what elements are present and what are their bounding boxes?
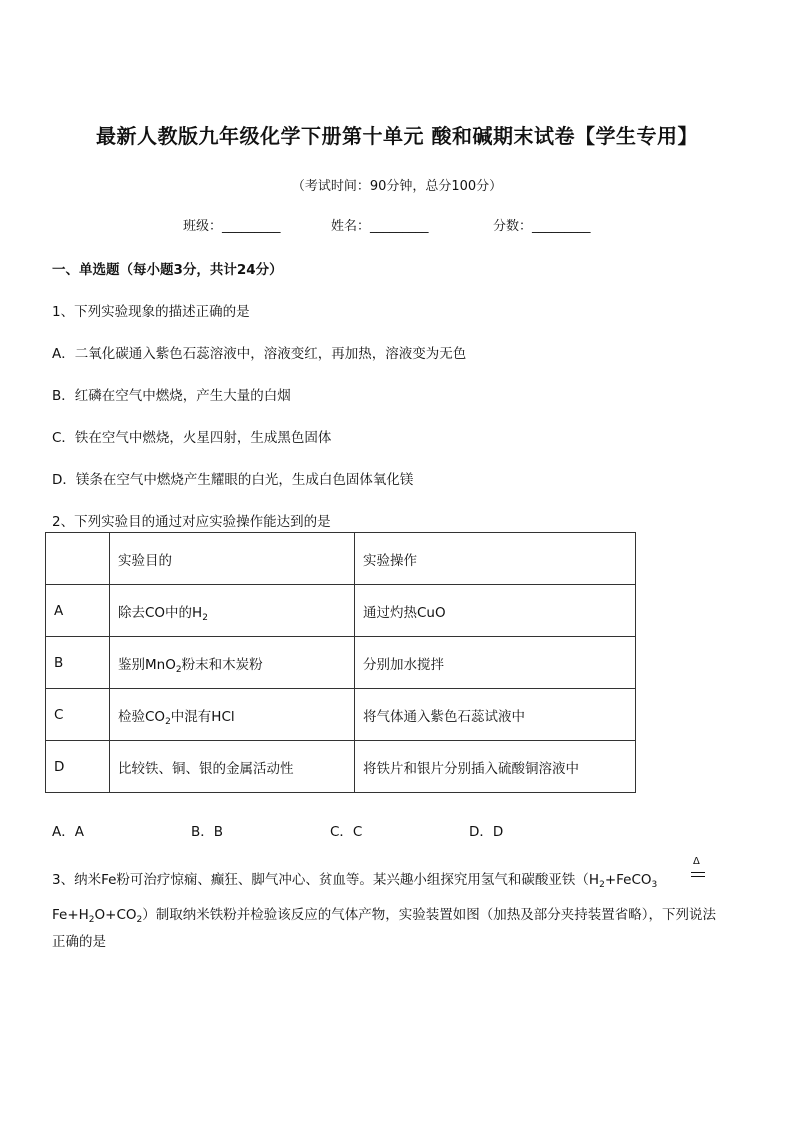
- table-row: [46, 689, 636, 741]
- name-field: 姓名：_________: [331, 219, 429, 234]
- table-row: [46, 741, 636, 793]
- question-1-option-c: C．铁在空气中燃烧，火星四射，生成黑色固体: [52, 430, 332, 446]
- question-2-stem: 2、下列实验目的通过对应实验操作能达到的是: [52, 514, 331, 530]
- class-field: 班级：_________: [183, 219, 281, 234]
- table-header-row: [46, 533, 636, 585]
- row-label: B: [46, 637, 110, 689]
- table-header-cell: 实验操作: [355, 533, 636, 585]
- row-purpose: 除去CO中的$H_2$: [110, 585, 355, 637]
- question-3-stem-line-3: 正确的是: [52, 934, 106, 950]
- question-3-stem-line-1: 3、纳米Fe粉可治疗惊痫、癫狂、脚气冲心、贫血等。某兴趣小组探究用氢气和碳酸亚铁（$H_2+FeCO_3$: [52, 872, 658, 890]
- row-label: D: [46, 741, 110, 793]
- row-operation: 将铁片和银片分别插入硫酸铜溶液中: [355, 741, 636, 793]
- equation-bar-top: [691, 872, 705, 873]
- question-1-option-d: D．镁条在空气中燃烧产生耀眼的白光，生成白色固体氧化镁: [52, 472, 414, 488]
- section-heading-single-choice: 一、单选题（每小题3分，共计24分）: [52, 262, 283, 278]
- question-1-stem: 1、下列实验现象的描述正确的是: [52, 304, 250, 320]
- row-operation: 通过灼热CuO: [355, 585, 636, 637]
- question-2-answer-a: A．A: [52, 824, 84, 840]
- table-row: [46, 585, 636, 637]
- table-header-cell: [46, 533, 110, 585]
- row-purpose: 鉴别MnO$_2$粉末和木炭粉: [110, 637, 355, 689]
- experiment-table: [45, 532, 636, 793]
- row-purpose: 比较铁、铜、银的金属活动性: [110, 741, 355, 793]
- heating-delta-symbol: Δ: [693, 856, 700, 867]
- question-2-answer-c: C．C: [330, 824, 363, 840]
- row-operation: 分别加水搅拌: [355, 637, 636, 689]
- question-3-stem-line-2: $Fe+H_2O+CO_2$）制取纳米铁粉并检验该反应的气体产物，实验装置如图（加热及部分夹持装置省略），下列说法: [52, 907, 717, 925]
- row-purpose: 检验$CO_2$中混有HCl: [110, 689, 355, 741]
- row-label: A: [46, 585, 110, 637]
- table-header-cell: 实验目的: [110, 533, 355, 585]
- question-2-answer-b: B．B: [191, 824, 224, 840]
- score-field: 分数：_________: [493, 219, 591, 234]
- question-2-answer-d: D．D: [469, 824, 504, 840]
- exam-time-note: （考试时间：90分钟，总分100分）: [291, 179, 503, 194]
- row-label: C: [46, 689, 110, 741]
- page-title: 最新人教版九年级化学下册第十单元 酸和碱期末试卷【学生专用】: [96, 124, 698, 148]
- equation-bar-bottom: [691, 876, 705, 877]
- question-1-option-a: A．二氧化碳通入紫色石蕊溶液中，溶液变红，再加热，溶液变为无色: [52, 346, 467, 362]
- row-operation: 将气体通入紫色石蕊试液中: [355, 689, 636, 741]
- table-row: [46, 637, 636, 689]
- question-1-option-b: B．红磷在空气中燃烧，产生大量的白烟: [52, 388, 291, 404]
